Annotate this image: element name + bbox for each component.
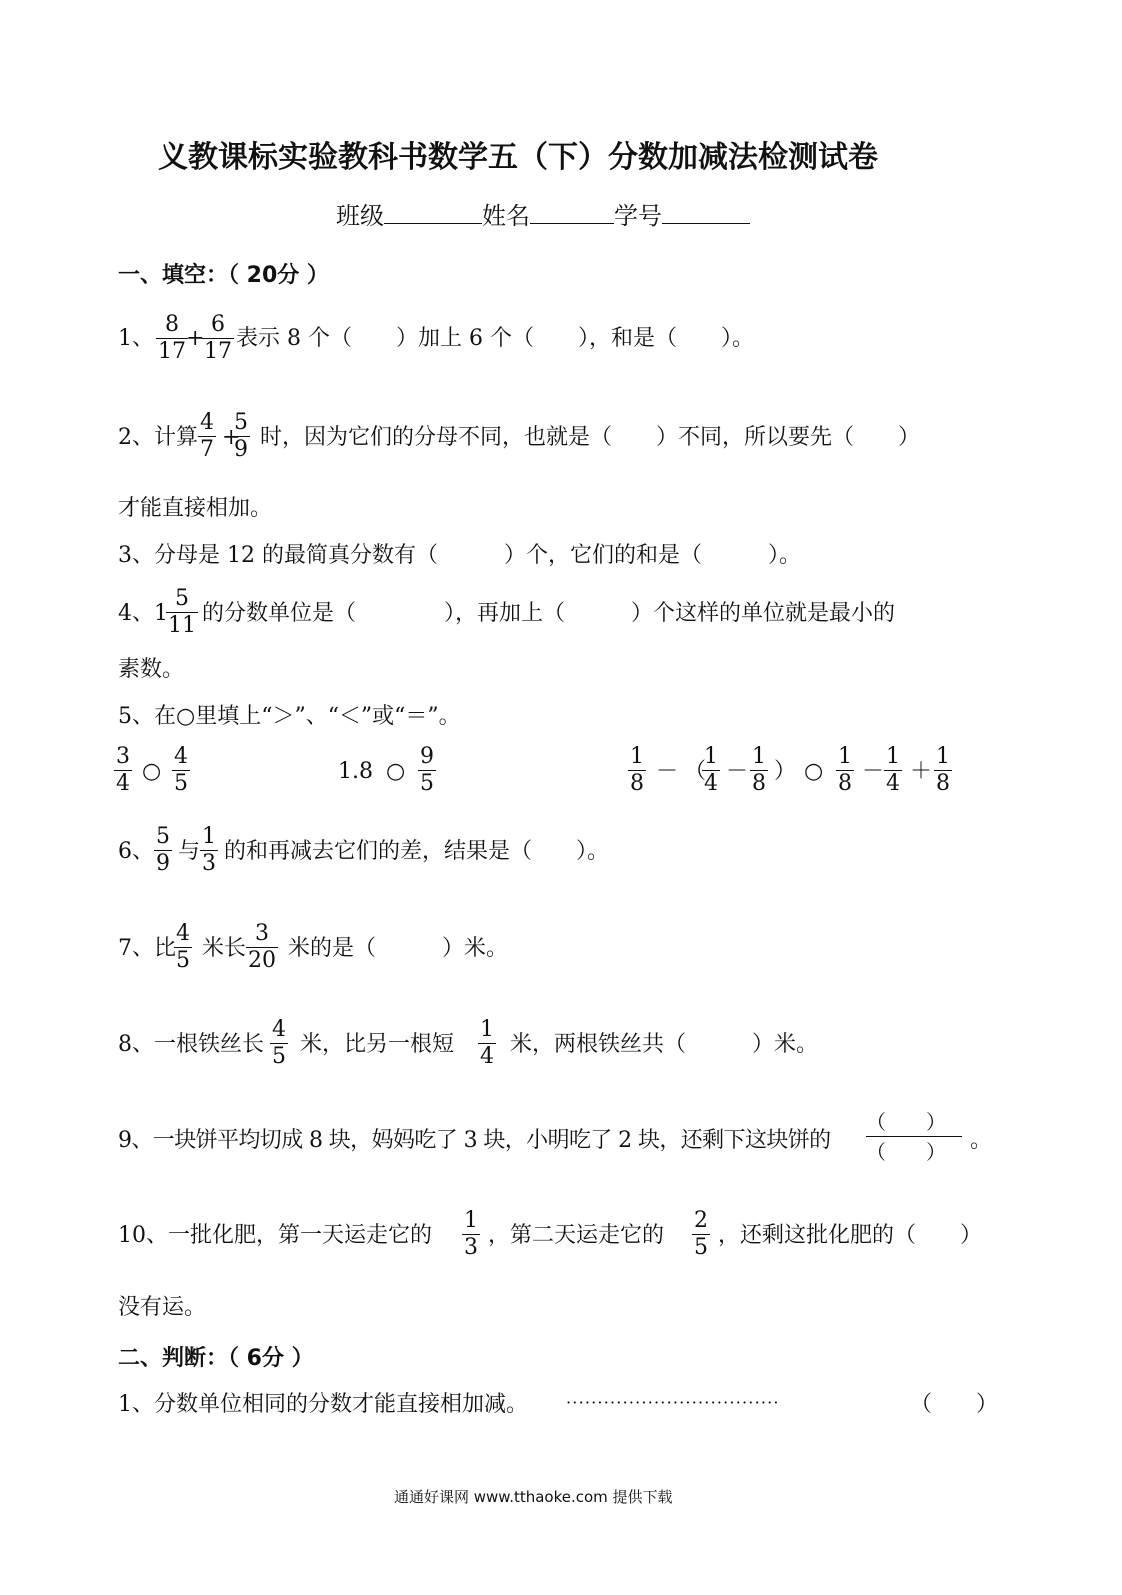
- q9-numerator-blank[interactable]: （ ）: [866, 1110, 946, 1134]
- q5c-fraction-4: 1 8: [838, 744, 852, 796]
- q5b-fraction: 9 5: [420, 744, 434, 796]
- q1-number: 1、: [118, 326, 154, 351]
- q4-prefix: 4、1: [118, 601, 168, 626]
- q8-text: 米，两根铁丝共（ ）米。: [510, 1032, 819, 1057]
- q2-line2: 才能直接相加。: [118, 496, 273, 521]
- q5c-compare-circle[interactable]: ○: [804, 759, 824, 784]
- q5a-compare-circle[interactable]: ○: [142, 759, 162, 784]
- section-2-heading: 二、判断：（ 6分 ）: [118, 1346, 314, 1371]
- q5c-right-paren: ）: [774, 759, 797, 784]
- q10-text: ，还剩这批化肥的（ ）: [718, 1223, 983, 1248]
- footer-source: 通通好课网 www.tthaoke.com 提供下载: [394, 1488, 673, 1506]
- q2-fraction-1: 4 7: [200, 410, 214, 462]
- q1-fraction-1: 8 17: [158, 312, 186, 364]
- section-1-heading: 一、填空：（ 20分 ）: [118, 263, 329, 288]
- q9-denominator-blank[interactable]: （ ）: [866, 1140, 946, 1164]
- class-label: 班级: [336, 202, 384, 230]
- q5a-fraction-1: 3 4: [116, 744, 130, 796]
- class-blank[interactable]: [384, 199, 482, 224]
- q10-line2: 没有运。: [118, 1295, 207, 1320]
- q5c-minus-2: －: [726, 759, 749, 784]
- q5c-fraction-1: 1 8: [630, 744, 644, 796]
- q6-number: 6、: [118, 839, 154, 864]
- q8-mid: 米，比另一根短: [300, 1032, 455, 1057]
- q4-text: 的分数单位是（ ），再加上（ ）个这样的单位就是最小的: [202, 601, 896, 626]
- q7-prefix: 7、比: [118, 936, 176, 961]
- j1-text: 1、分数单位相同的分数才能直接相加减。: [118, 1392, 528, 1417]
- q5c-fraction-6: 1 8: [936, 744, 950, 796]
- q9-period: 。: [970, 1128, 993, 1153]
- name-label: 姓名: [482, 202, 530, 230]
- q7-fraction-2: 3 20: [248, 921, 276, 973]
- q6-fraction-2: 1 3: [202, 824, 216, 876]
- q2-fraction-2: 5 9: [234, 410, 248, 462]
- q6-text: 的和再减去它们的差，结果是（ ）。: [224, 839, 610, 864]
- q1-fraction-2: 6 17: [204, 312, 232, 364]
- q5b-decimal: 1.8: [338, 759, 373, 784]
- q4-fraction: 5 11: [168, 586, 196, 638]
- q8-fraction-2: 1 4: [480, 1017, 494, 1069]
- question-3: 3、分母是 12 的最简真分数有（ ）个，它们的和是（ ）。: [118, 543, 801, 568]
- q7-fraction-1: 4 5: [176, 921, 190, 973]
- q6-and: 与: [178, 839, 201, 864]
- q8-prefix: 8、一根铁丝长: [118, 1032, 264, 1057]
- q10-fraction-1: 1 3: [464, 1208, 478, 1260]
- q7-text: 米的是（ ）米。: [288, 936, 509, 961]
- q5c-fraction-5: 1 4: [886, 744, 900, 796]
- q1-text: 表示 8 个（ ）加上 6 个（ ），和是（ ）。: [236, 326, 754, 351]
- q10-prefix: 10、一批化肥，第一天运走它的: [118, 1223, 432, 1248]
- j1-answer-blank[interactable]: （ ）: [910, 1392, 999, 1417]
- q10-mid: ，第二天运走它的: [488, 1223, 665, 1248]
- q2-plus: +: [222, 425, 241, 450]
- page-title: 义教课标实验教科书数学五（下）分数加减法检测试卷: [158, 140, 878, 175]
- q5-text: 5、在○里填上“＞”、“＜”或“＝”。: [118, 704, 461, 729]
- q5c-fraction-2: 1 4: [704, 744, 718, 796]
- q5c-minus-3: －: [862, 759, 885, 784]
- q4-line2: 素数。: [118, 657, 185, 682]
- number-label: 学号: [614, 202, 662, 230]
- q5c-fraction-3: 1 8: [752, 744, 766, 796]
- q5c-plus: ＋: [910, 759, 933, 784]
- q2-prefix: 2、计算: [118, 425, 198, 450]
- q5b-compare-circle[interactable]: ○: [386, 759, 406, 784]
- name-blank[interactable]: [530, 199, 614, 224]
- q2-text: 时，因为它们的分母不同，也就是（ ）不同，所以要先（ ）: [260, 425, 921, 450]
- q9-fraction-bar: [866, 1136, 962, 1137]
- q10-fraction-2: 2 5: [694, 1208, 708, 1260]
- q1-plus: +: [186, 326, 205, 351]
- q5a-fraction-2: 4 5: [174, 744, 188, 796]
- number-blank[interactable]: [662, 199, 750, 224]
- q7-mid: 米长: [202, 936, 247, 961]
- q5c-left-paren: （: [684, 759, 707, 784]
- q9-text: 9、一块饼平均切成 8 块，妈妈吃了 3 块，小明吃了 2 块，还剩下这块饼的: [118, 1128, 831, 1153]
- q8-fraction-1: 4 5: [272, 1017, 286, 1069]
- j1-leader-dots: ··································: [566, 1393, 780, 1412]
- q6-fraction-1: 5 9: [156, 824, 170, 876]
- q5c-minus: －: [656, 759, 679, 784]
- student-info-line: [336, 199, 750, 231]
